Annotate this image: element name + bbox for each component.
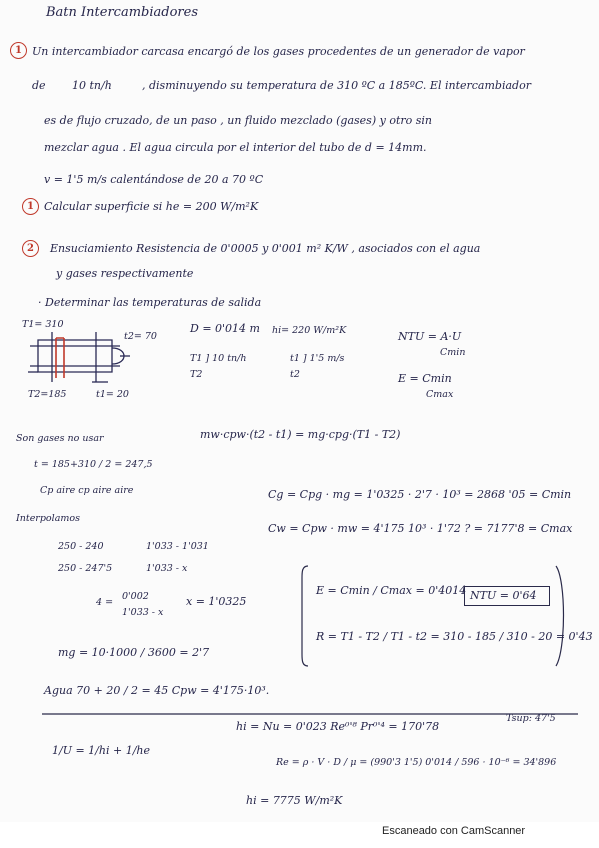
problem-line-4: mezclar agua . El agua circula por el interior del tubo de d = 14mm. <box>44 141 427 154</box>
gases-line-1: Son gases no usar <box>16 433 104 444</box>
hi-result: hi = 7775 W/m²K <box>246 794 343 807</box>
r-ratio: R = T1 - T2 / T1 - t2 = 310 - 185 / 310 - 20 = 0'43 <box>316 630 593 643</box>
problem-line-3: es de flujo cruzado, de un paso , un fluido mezclado (gases) y otro sin <box>44 114 432 127</box>
diagram-label-t2: t2= 70 <box>124 331 157 342</box>
shell-outline <box>38 340 112 372</box>
surface-temp: Tsup: 47'5 <box>506 713 556 724</box>
problem-line-5: v = 1'5 m/s calentándose de 20 a 70 ºC <box>44 173 264 186</box>
ntu-denominator: Cmin <box>440 347 466 358</box>
problem-line-2b: 10 tn/h <box>72 79 112 92</box>
question-1-number: 1 <box>22 198 39 215</box>
diagram-label-t1: t1= 20 <box>96 389 129 400</box>
interp-rhs-den: 1'033 - x <box>146 563 188 574</box>
interp-result: x = 1'0325 <box>186 595 247 608</box>
question-2-line-1: Ensuciamiento Resistencia de 0'0005 y 0'001 m² K/W , asociados con el agua <box>50 242 481 255</box>
water-t2: t2 <box>290 369 300 380</box>
subtask-label: · Determinar las temperaturas de salida <box>38 296 262 309</box>
energy-balance: mw·cpw·(t2 - t1) = mg·cpg·(T1 - T2) <box>200 428 401 441</box>
interp-step-c: 1'033 - x <box>122 607 164 618</box>
page-title: Batn Intercambiadores <box>46 5 198 20</box>
effectiveness-formula: E = Cmin <box>398 372 452 385</box>
problem-line-2a: de <box>32 79 46 92</box>
interp-step-b: 0'002 <box>122 591 149 602</box>
diameter-value: D = 0'014 m <box>190 322 260 335</box>
hi-value: hi= 220 W/m²K <box>272 325 347 336</box>
question-2-number: 2 <box>22 240 39 257</box>
question-2-line-2: y gases respectivamente <box>56 267 194 280</box>
tube-lines <box>30 346 120 366</box>
interp-lhs-num: 250 - 240 <box>58 541 104 552</box>
gases-mean-temp: t = 185+310 / 2 = 247,5 <box>34 459 153 470</box>
gas-flow: T1 ] 10 tn/h <box>190 353 247 364</box>
reynolds-equation: Re = ρ · V · D / μ = (990'3 1'5) 0'014 / 596 · 10⁻⁶ = 34'896 <box>276 757 557 768</box>
cg-calculation: Cg = Cpg · mg = 1'0325 · 2'7 · 10³ = 2868 '05 = Cmin <box>268 488 572 501</box>
water-properties: Agua 70 + 20 / 2 = 45 Cpw = 4'175·10³. <box>44 684 270 697</box>
gas-mass-flow: mg = 10·1000 / 3600 = 2'7 <box>58 646 210 659</box>
interp-rhs-num: 1'033 - 1'031 <box>146 541 209 552</box>
question-1-text: Calcular superficie si he = 200 W/m²K <box>44 200 259 213</box>
gases-cp-note: Cp aire cp aire aire <box>40 485 134 496</box>
scanner-watermark: Escaneado con CamScanner <box>382 825 526 837</box>
interp-step-a: 4 = <box>96 597 114 608</box>
right-bracket <box>556 566 564 666</box>
gas-T2: T2 <box>190 369 203 380</box>
water-flow: t1 ] 1'5 m/s <box>290 353 345 364</box>
problem-number: 1 <box>10 42 27 59</box>
interpolation-label: Interpolamos <box>16 513 80 524</box>
effectiveness-denominator: Cmax <box>426 389 454 400</box>
diagram-label-T2: T2=185 <box>28 389 67 400</box>
effectiveness-result: E = Cmin / Cmax = 0'4014 <box>316 584 467 597</box>
overall-u-equation: 1/U = 1/hi + 1/he <box>52 744 151 757</box>
nusselt-equation: hi = Nu = 0'023 Re⁰'⁸ Pr⁰'⁴ = 170'78 <box>236 720 440 733</box>
ntu-formula: NTU = A·U <box>398 330 462 343</box>
left-bracket <box>302 566 308 666</box>
problem-line-2c: , disminuyendo su temperatura de 310 ºC a 185ºC. El intercambiador <box>142 79 531 92</box>
problem-line-1: Un intercambiador carcasa encargó de los gases procedentes de un generador de vapor <box>32 45 525 58</box>
ntu-result: NTU = 0'64 <box>470 589 537 602</box>
diagram-label-T1: T1= 310 <box>22 319 64 330</box>
cw-calculation: Cw = Cpw · mw = 4'175 10³ · 1'72 ? = 7177'8 = Cmax <box>268 522 573 535</box>
interp-lhs-den: 250 - 247'5 <box>58 563 113 574</box>
